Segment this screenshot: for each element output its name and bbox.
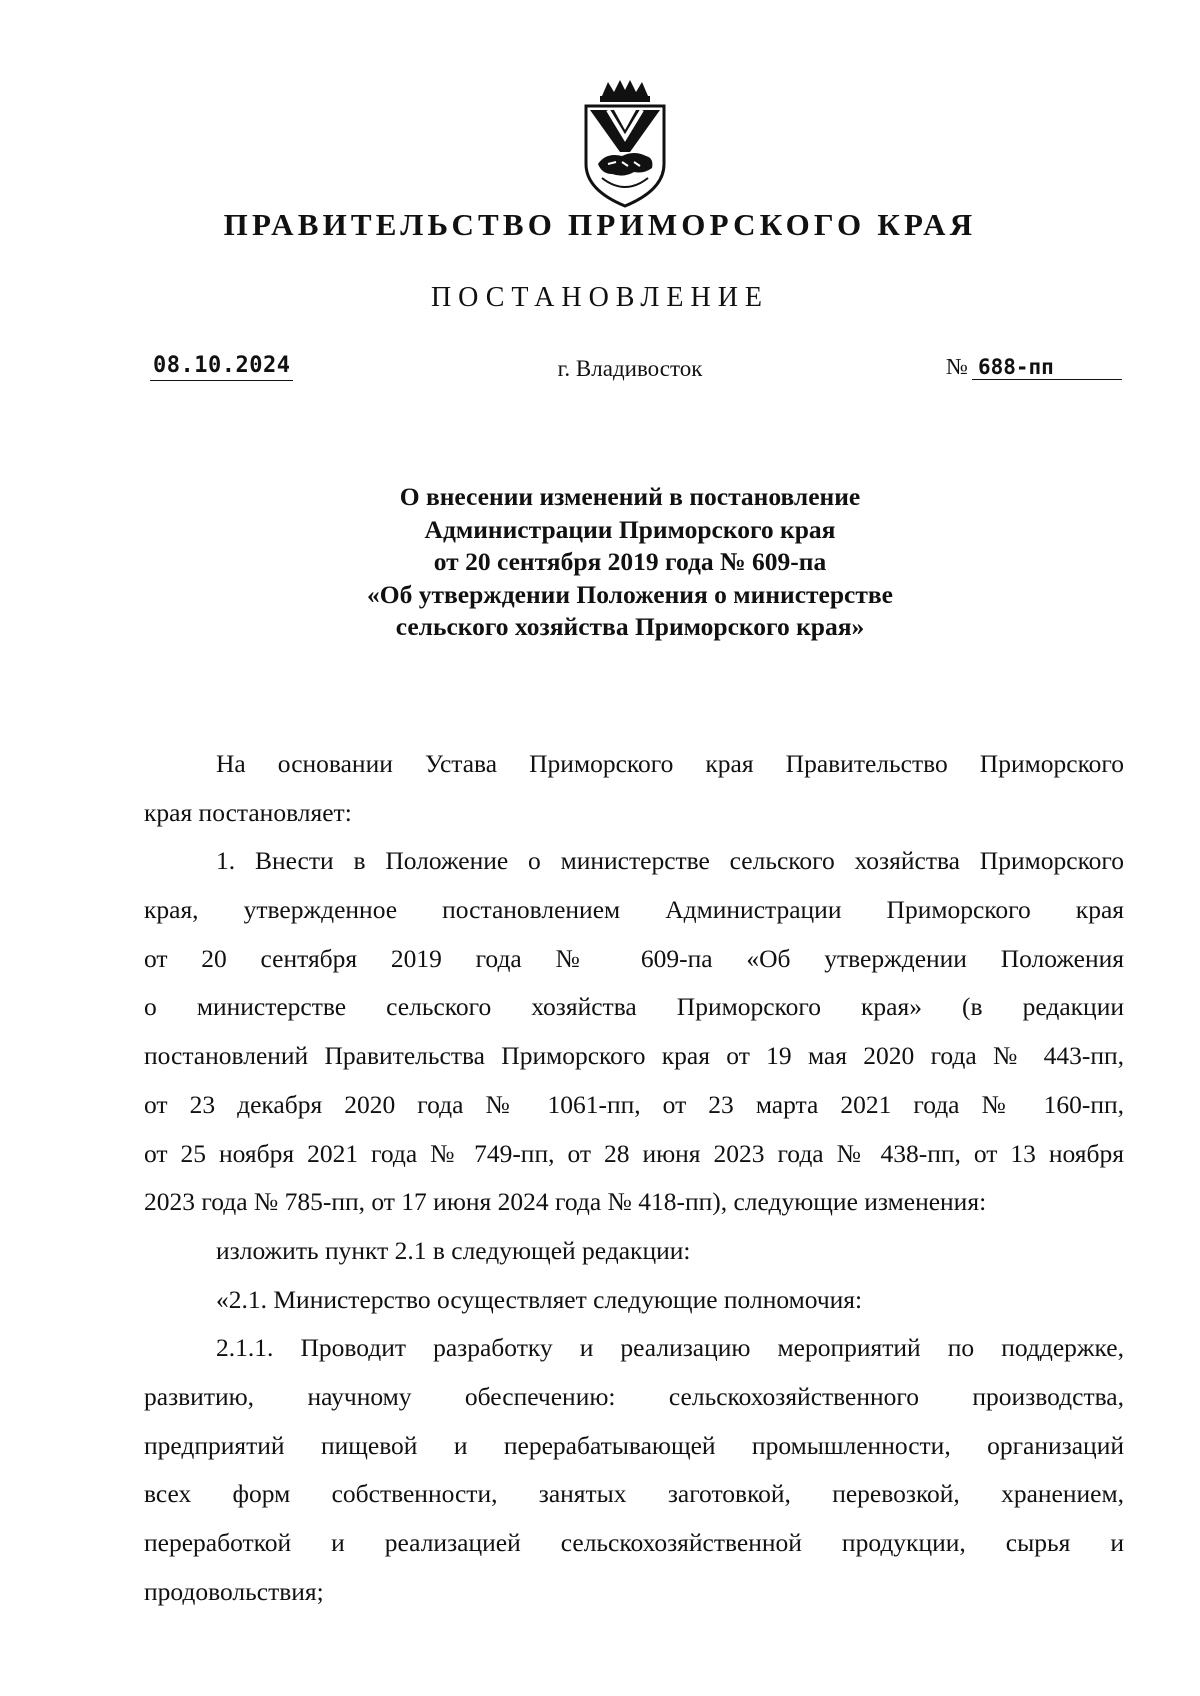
body-line: о министерстве сельского хозяйства Приморского края» (в редакции: [144, 992, 1124, 1022]
document-city: г. Владивосток: [557, 356, 703, 381]
subject-line: сельского хозяйства Приморского края»: [395, 612, 865, 641]
document-number: [946, 354, 1122, 380]
body-line: края, утвержденное постановлением Администрации Приморского края: [144, 895, 1124, 925]
body-line: предприятий пищевой и перерабатывающей промышленности, организаций: [144, 1430, 1124, 1460]
document-body: [144, 740, 1124, 1616]
body-line: края постановляет:: [144, 797, 352, 827]
body-line: На основании Устава Приморского края Правительство Приморского: [216, 749, 1124, 778]
subject-line: «Об утверждении Положения о министерстве: [367, 579, 893, 609]
coat-of-arms-icon: [578, 78, 672, 210]
number-value: 688-пп: [972, 355, 1122, 380]
number-prefix: №: [946, 354, 968, 379]
document-date: 08.10.2024: [150, 353, 293, 381]
subject-line: О внесении изменений в постановление: [399, 482, 861, 511]
body-line: всех форм собственности, занятых заготовкой, перевозкой, хранением,: [144, 1479, 1124, 1509]
subject-line: Администрации Приморского края: [424, 514, 836, 544]
body-line: 2.1.1. Проводит разработку и реализацию мероприятий по поддержке,: [216, 1333, 1124, 1363]
document-subject: [0, 481, 1200, 644]
body-line: постановлений Правительства Приморского края от 19 мая 2020 года № 443-пп,: [144, 1041, 1124, 1071]
body-line: 2023 года № 785-пп, от 17 июня 2024 года № 418-пп), следующие изменения:: [144, 1187, 987, 1217]
body-line: 1. Внести в Положение о министерстве сельского хозяйства Приморского: [216, 846, 1124, 876]
body-line: от 25 ноября 2021 года № 749-пп, от 28 июня 2023 года № 438-пп, от 13 ноября: [144, 1138, 1124, 1168]
body-line: от 20 сентября 2019 года № 609-па «Об утверждении Положения: [144, 943, 1124, 973]
subject-line: от 20 сентября 2019 года № 609-па: [433, 547, 827, 576]
body-line: развитию, научному обеспечению: сельскохозяйственного производства,: [144, 1381, 1124, 1411]
body-line: продовольствия;: [144, 1576, 324, 1606]
body-line: изложить пункт 2.1 в следующей редакции:: [216, 1235, 691, 1265]
document-type: ПОСТАНОВЛЕНИЕ: [430, 282, 770, 313]
body-line: переработкой и реализацией сельскохозяйственной продукции, сырья и: [144, 1528, 1124, 1557]
government-title: ПРАВИТЕЛЬСТВО ПРИМОРСКОГО КРАЯ: [223, 207, 977, 242]
body-line: от 23 декабря 2020 года № 1061-пп, от 23 марта 2021 года № 160-пп,: [144, 1089, 1124, 1119]
body-line: «2.1. Министерство осуществляет следующие полномочия:: [216, 1284, 863, 1314]
